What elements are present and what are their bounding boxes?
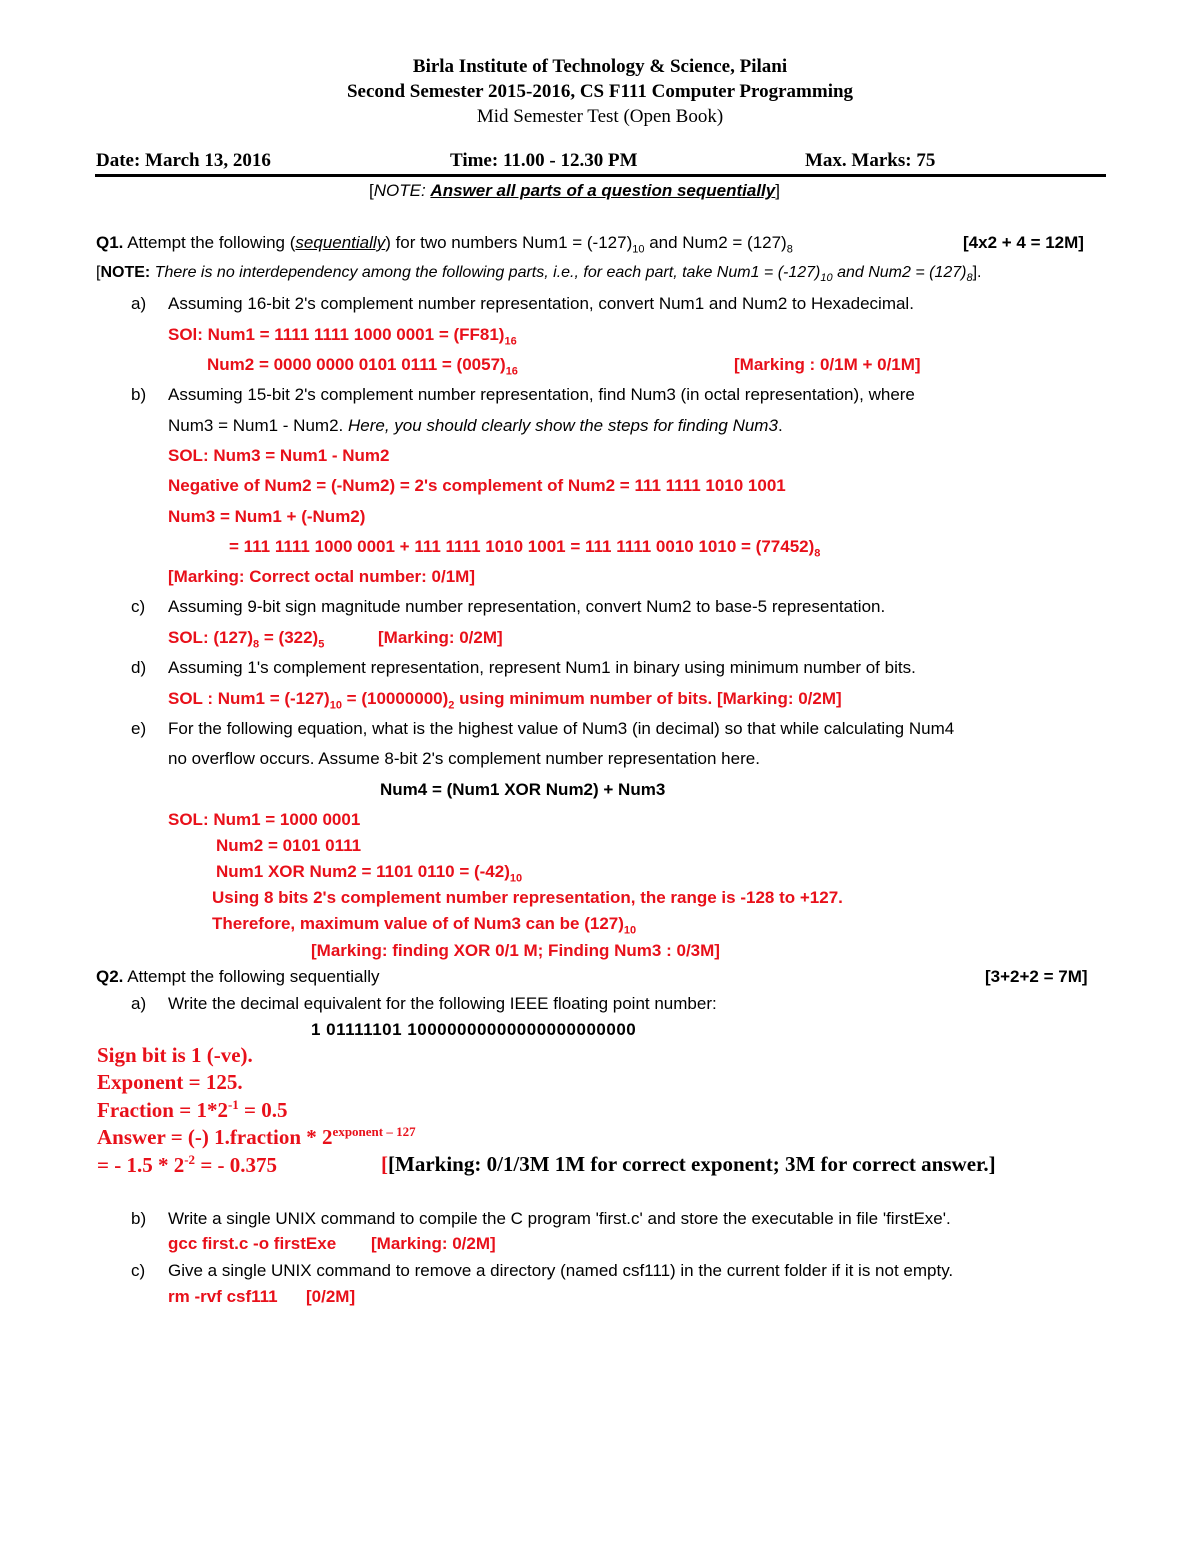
q1e-question-2: no overflow occurs. Assume 8-bit 2's complement number representation here.: [168, 749, 760, 768]
q1b-question: Assuming 15-bit 2's complement number representation, find Num3 (in octal representation), where: [168, 385, 915, 404]
q2a-solution-2: Exponent = 125.: [97, 1070, 243, 1094]
q1b-solution-1: SOL: Num3 = Num1 - Num2: [168, 446, 390, 465]
q2c-marking: [0/2M]: [306, 1287, 356, 1306]
q1e-question-1: For the following equation, what is the highest value of Num3 (in decimal) so that while calculating Num4: [168, 719, 955, 738]
q1c-label: c): [131, 597, 146, 616]
q2a-solution-3: Fraction = $1*2^{-1} = 0.5$: [97, 1097, 288, 1122]
q1c-marking: [Marking: 0/2M]: [378, 628, 503, 647]
q1c-question: Assuming 9-bit sign magnitude number representation, convert Num2 to base-5 representation.: [168, 597, 886, 616]
q1a-solution-2: Num2 = 0000 0000 0101 $0111 = (0057)_{16}$: [207, 355, 518, 378]
q2a-solution-5: = - $1.5 * 2^{-2}$ = - 0.375: [97, 1152, 278, 1177]
exam-max-marks: Max. Marks: 75: [805, 150, 936, 171]
q1e-solution-3: Num1 XOR Num2 = 1101 $0110 = (-42)_{10}$: [216, 862, 523, 885]
q1b-solution-3: Num3 = Num1 + (-Num2): [168, 507, 366, 526]
general-note: [NOTE: Answer all parts of a question sequentially]: [369, 181, 780, 200]
q1c-solution: SOL: $(127)_8 = (322)_5$: [168, 628, 325, 651]
q1a-marking: [Marking : 0/1M + 0/1M]: [734, 355, 921, 374]
q1e-solution-5: Therefore, maximum value of of Num3 can be $(127)_{10}$: [212, 914, 637, 937]
q1e-solution-4: Using 8 bits 2's complement number representation, the range is -128 to +127.: [212, 888, 843, 907]
q2a-bits: 1 01111101 10000000000000000000000: [311, 1020, 637, 1039]
q2-intro: Q2. Attempt the following sequentially: [96, 967, 380, 986]
q1b-marking: [Marking: Correct octal number: 0/1M]: [168, 567, 475, 586]
q1b-solution-4: = 111 1111 1000 0001 + 111 1111 1010 1001 = 111 1111 0010 $1010 = (77452)_8$: [229, 537, 821, 560]
exam-date: Date: March 13, 2016: [96, 150, 271, 171]
test-title: Mid Semester Test (Open Book): [476, 106, 724, 127]
institute-title: Birla Institute of Technology & Science, Pilani: [412, 56, 788, 77]
q1b-solution-2: Negative of Num2 = (-Num2) = 2's complement of Num2 = 111 1111 1010 1001: [168, 476, 786, 495]
q1-marks: [4x2 + 4 = 12M]: [963, 233, 1084, 252]
q1e-solution-2: Num2 = 0101 0111: [216, 836, 362, 855]
q2a-question: Write the decimal equivalent for the following IEEE floating point number:: [168, 994, 717, 1013]
q2b-question: Write a single UNIX command to compile the C program 'first.c' and store the executable in file 'firstExe'.: [168, 1209, 951, 1228]
q2b-solution: gcc first.c -o firstExe: [168, 1234, 337, 1253]
q2b-label: b): [131, 1209, 147, 1228]
q2b-marking: [Marking: 0/2M]: [371, 1234, 496, 1253]
q1d-solution: SOL : $Num1 = (-127)_{10} = (10000000)_2$ using minimum number of bits. [Marking: 0/2M]: [168, 689, 842, 712]
q2c-label: c): [131, 1261, 146, 1280]
q1-note: [NOTE: There is no interdependency among the following parts, i.e., for each part, take $Num1 = (-127)_{10}$ and $Num2 = (127)_8$].: [96, 264, 982, 285]
q2a-label: a): [131, 994, 147, 1013]
q2c-question: Give a single UNIX command to remove a directory (named csf111) in the current folder if it is not empty.: [168, 1261, 954, 1280]
semester-title: Second Semester 2015-2016, CS F111 Computer Programming: [346, 81, 854, 102]
q1e-label: e): [131, 719, 147, 738]
q2-marks: [3+2+2 = 7M]: [985, 967, 1088, 986]
q2c-solution: rm -rvf csf111: [168, 1287, 278, 1306]
q1d-label: d): [131, 658, 147, 677]
header-divider: [95, 174, 1106, 177]
q1a-label: a): [131, 294, 147, 313]
exam-time: Time: 11.00 - 12.30 PM: [450, 150, 638, 171]
q2a-marking: [[Marking: 0/1/3M 1M for correct exponent; 3M for correct answer.]: [381, 1152, 996, 1176]
q1a-question: Assuming 16-bit 2's complement number representation, convert Num1 and Num2 to Hexadecimal.: [168, 294, 914, 313]
q1b-question-cont: Num3 = Num1 - Num2. Here, you should clearly show the steps for finding Num3.: [168, 416, 783, 435]
q1e-marking: [Marking: finding XOR 0/1 M; Finding Num3 : 0/3M]: [311, 941, 720, 960]
q1a-solution-1: SOl: Num1 = 1111 1111 1000 $0001 = (FF81)_{16}$: [168, 325, 517, 348]
q2a-solution-4: Answer = (-) 1.fraction * $2^{exponent - 127}$: [97, 1124, 416, 1149]
q1d-question: Assuming 1's complement representation, represent Num1 in binary using minimum number of bits.: [168, 658, 916, 677]
q1e-solution-1: SOL: Num1 = 1000 0001: [168, 810, 361, 829]
q1-intro: Q1. Attempt the following (sequentially) for two numbers $Num1 = (-127)_{10}$ and $Num2 = (127)_8$: [96, 233, 793, 256]
q1b-label: b): [131, 385, 147, 404]
q2a-solution-1: Sign bit is 1 (-ve).: [97, 1043, 253, 1067]
q1e-equation: Num4 = (Num1 XOR Num2) + Num3: [380, 780, 666, 799]
